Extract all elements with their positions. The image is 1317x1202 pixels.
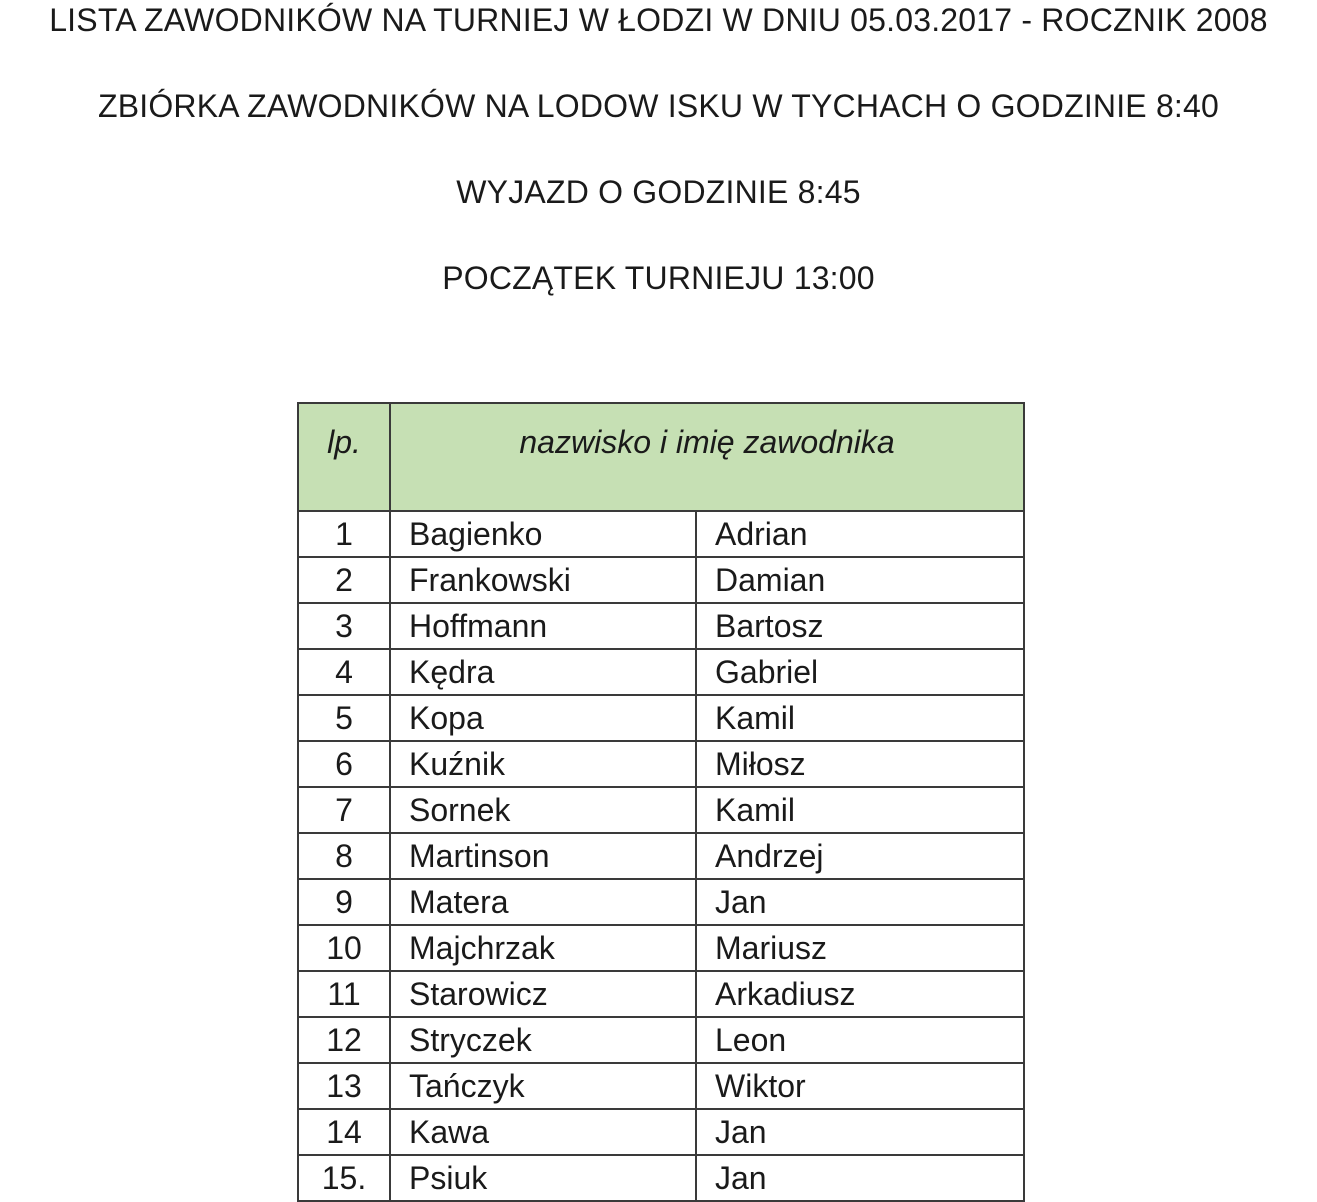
table-row [298,1155,1024,1201]
document-title: LISTA ZAWODNIKÓW NA TURNIEJ W ŁODZI W DNIU 05.03.2017 - ROCZNIK 2008 [49,2,1268,38]
first-name-cell: Kamil [696,695,1024,741]
first-name-cell: Jan [696,1155,1024,1201]
last-name-cell: Kawa [390,1109,696,1155]
table-row [298,925,1024,971]
table-row [298,695,1024,741]
row-number: 11 [298,971,390,1017]
last-name-cell: Frankowski [390,557,696,603]
first-name-cell: Arkadiusz [696,971,1024,1017]
last-name-cell: Bagienko [390,511,696,557]
last-name-cell: Sornek [390,787,696,833]
row-number: 5 [298,695,390,741]
table-row [298,971,1024,1017]
table-row [298,1109,1024,1155]
last-name-cell: Martinson [390,833,696,879]
first-name-cell: Mariusz [696,925,1024,971]
first-name-cell: Leon [696,1017,1024,1063]
table-row [298,1017,1024,1063]
last-name-cell: Kopa [390,695,696,741]
table-row [298,879,1024,925]
row-number: 8 [298,833,390,879]
first-name-cell: Jan [696,1109,1024,1155]
first-name-cell: Kamil [696,787,1024,833]
table-row [298,511,1024,557]
last-name-cell: Hoffmann [390,603,696,649]
first-name-cell: Damian [696,557,1024,603]
row-number: 7 [298,787,390,833]
row-number: 6 [298,741,390,787]
table-row [298,833,1024,879]
table-row [298,787,1024,833]
table-row [298,557,1024,603]
row-number: 15. [298,1155,390,1201]
first-name-cell: Miłosz [696,741,1024,787]
last-name-cell: Majchrzak [390,925,696,971]
row-number: 1 [298,511,390,557]
row-number: 4 [298,649,390,695]
table-row [298,649,1024,695]
row-number: 14 [298,1109,390,1155]
last-name-cell: Kędra [390,649,696,695]
first-name-cell: Bartosz [696,603,1024,649]
table-row [298,603,1024,649]
row-number: 9 [298,879,390,925]
first-name-cell: Jan [696,879,1024,925]
last-name-cell: Psiuk [390,1155,696,1201]
tournament-start-info: POCZĄTEK TURNIEJU 13:00 [442,260,875,296]
table-row [298,1063,1024,1109]
row-number: 13 [298,1063,390,1109]
table-body [298,511,1024,1201]
departure-info: WYJAZD O GODZINIE 8:45 [456,174,861,210]
last-name-cell: Starowicz [390,971,696,1017]
first-name-cell: Wiktor [696,1063,1024,1109]
row-number: 2 [298,557,390,603]
row-number: 12 [298,1017,390,1063]
players-table [297,402,1025,1202]
row-number: 3 [298,603,390,649]
last-name-cell: Matera [390,879,696,925]
last-name-cell: Stryczek [390,1017,696,1063]
column-header-lp: lp. [298,403,390,511]
gathering-info: ZBIÓRKA ZAWODNIKÓW NA LODOW ISKU W TYCHACH O GODZINIE 8:40 [97,88,1220,124]
last-name-cell: Tańczyk [390,1063,696,1109]
first-name-cell: Adrian [696,511,1024,557]
first-name-cell: Andrzej [696,833,1024,879]
last-name-cell: Kuźnik [390,741,696,787]
first-name-cell: Gabriel [696,649,1024,695]
column-header-name: nazwisko i imię zawodnika [390,403,1024,511]
row-number: 10 [298,925,390,971]
table-header-row [298,403,1024,511]
table-row [298,741,1024,787]
